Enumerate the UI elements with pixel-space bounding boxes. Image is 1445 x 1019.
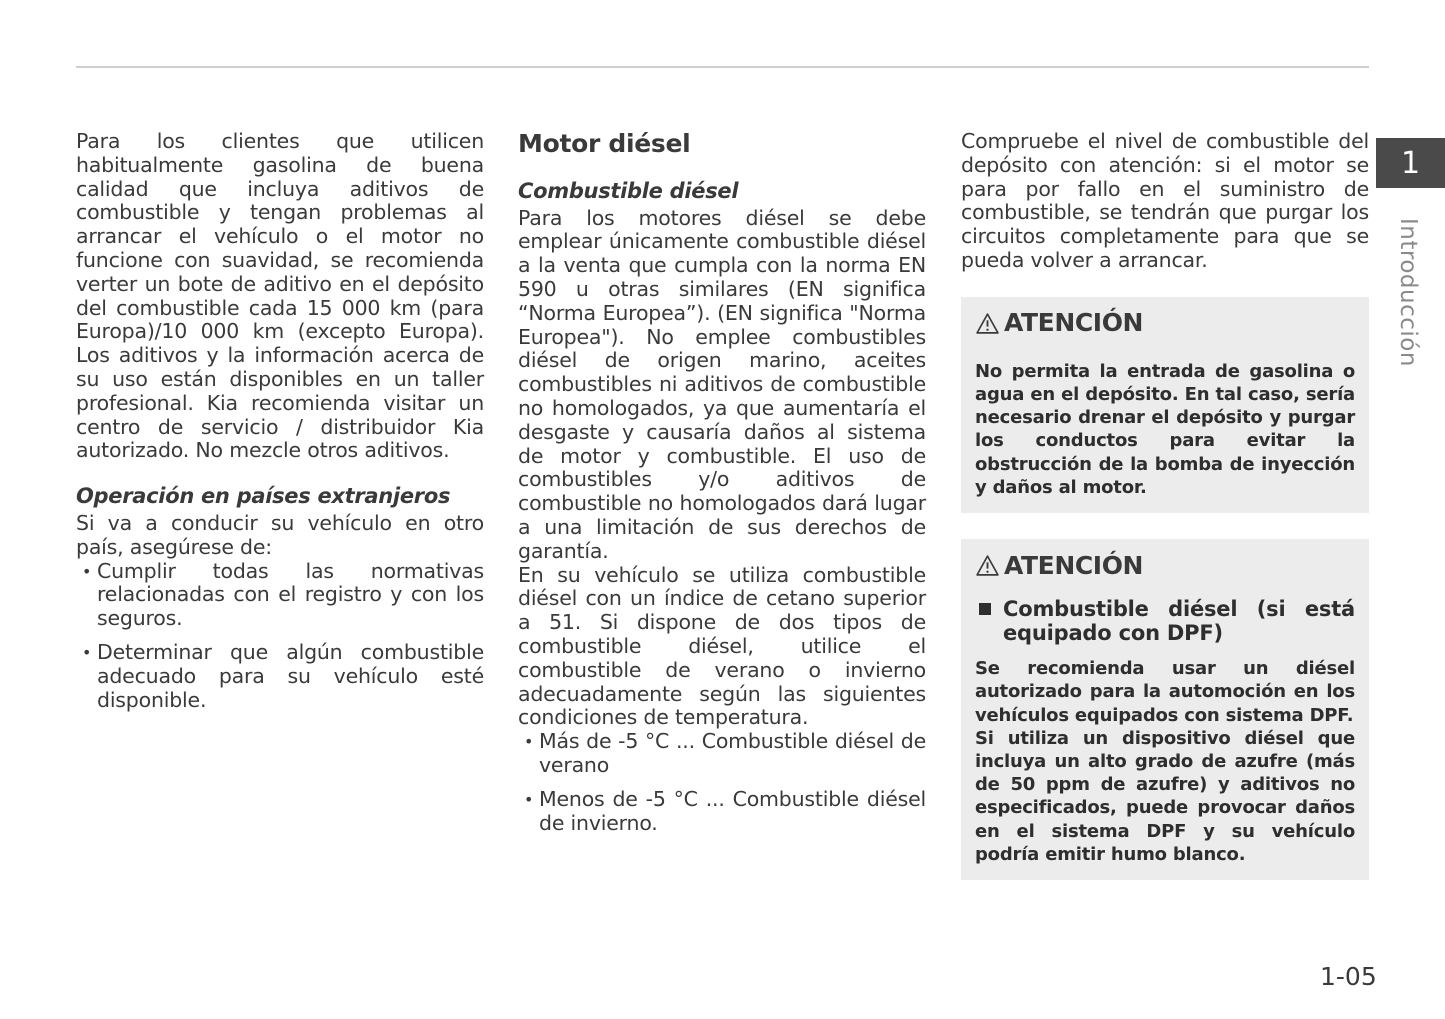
warning-body: Se recomienda usar un diésel autorizado para la automoción en los vehículos equipados con sistema DPF. <box>975 658 1355 726</box>
warning-title <box>975 308 1355 338</box>
list-item: • Más de -5 °C ... Combustible diésel de verano <box>518 730 926 778</box>
column-right <box>961 130 1369 880</box>
warning-title-text: ATENCIÓN <box>1004 550 1144 580</box>
list-item: • Menos de -5 °C ... Combustible diésel de invierno. <box>518 788 926 836</box>
chapter-tab: 1 <box>1376 138 1445 188</box>
page-number: 1-05 <box>1320 962 1377 991</box>
warning-triangle-icon <box>975 553 1000 578</box>
warning-title <box>975 550 1355 580</box>
warning-triangle-icon <box>975 311 1000 336</box>
diesel-paragraph-2: En su vehículo se utiliza combustible diésel con un índice de cetano superior a 51. Si dispone de dos tipos de combustible diésel, utilice el combustible de verano o invierno adecuadamente según las siguientes condiciones de temperatura. <box>518 562 926 730</box>
top-rule <box>76 66 1369 68</box>
warning-body: Si utiliza un dispositivo diésel que incluya un alto grado de azufre (más de 50 ppm de azufre) y aditivos no especificados, puede provocar daños en el sistema DPF y su vehículo podría emitir humo blanco. <box>975 727 1355 865</box>
square-bullet-icon <box>979 603 991 615</box>
chapter-label: Introducción <box>1395 218 1421 367</box>
column-middle <box>518 129 926 835</box>
foreign-lead: Si va a conducir su vehículo en otro país, asegúrese de: <box>76 510 484 559</box>
list-item: • Cumplir todas las normativas relacionadas con el registro y con los seguros. <box>76 560 484 631</box>
column-left <box>76 130 484 712</box>
foreign-operation-heading: Operación en países extranjeros <box>76 484 451 509</box>
warning-box-2 <box>961 539 1369 880</box>
diesel-fuel-heading: Combustible diésel <box>518 178 739 203</box>
warning-box-1 <box>961 297 1369 513</box>
warning-subtitle <box>975 598 1355 645</box>
temperature-list <box>518 730 926 835</box>
intro-paragraph: Para los clientes que utilicen habitualmente gasolina de buena calidad que incluya aditivos de combustible y tengan problemas al arrancar el vehículo o el motor no funcione con suavidad, se recomienda verter un bote de aditivo en el depósito del combustible cada 15 000 km (para Europa)/10 000 km (excepto Europa). Los aditivos y la información acerca de su uso están disponibles en un taller profesional. Kia recomienda visitar un centro de servicio / distribuidor Kia autorizado. No mezcle otros aditivos. <box>76 129 484 463</box>
warning-subtitle-text: Combustible diésel (si está equipado con DPF) <box>1003 597 1355 645</box>
warning-body: No permita la entrada de gasolina o agua en el depósito. En tal caso, sería necesario drenar el depósito y purgar los conductos para evitar la obstrucción de la bomba de inyección y daños al motor. <box>975 360 1355 498</box>
list-item: • Determinar que algún combustible adecuado para su vehículo esté disponible. <box>76 641 484 712</box>
warning-title-text: ATENCIÓN <box>1004 308 1144 338</box>
diesel-paragraph-1: Para los motores diésel se debe emplear únicamente combustible diésel a la venta que cumpla con la norma EN 590 u otras similares (EN significa “Norma Europea”). (EN significa "Norma Europea"). No emplee combustibles diésel de origen marino, aceites combustibles ni aditivos de combustible no homologados, ya que aumentaría el desgaste y causaría daños al sistema de motor y combustible. El uso de combustibles y/o aditivos de combustible no homologados dará lugar a una limitación de sus derechos de garantía. <box>518 205 926 563</box>
foreign-list <box>76 560 484 713</box>
section-title: Motor diésel <box>518 129 691 158</box>
fuel-level-paragraph: Compruebe el nivel de combustible del depósito con atención: si el motor se para por fallo en el suministro de combustible, se tendrán que purgar los circuitos completamente para que se pueda volver a arrancar. <box>961 129 1369 272</box>
